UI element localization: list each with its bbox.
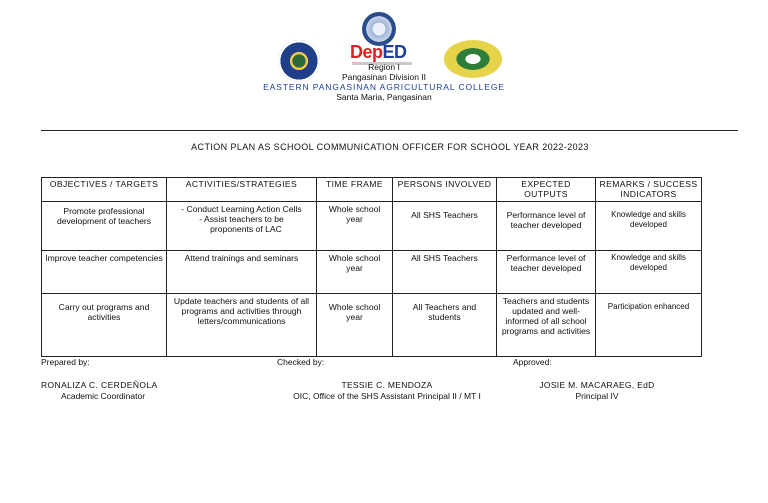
header-divider — [41, 130, 738, 131]
deped-seal-logo — [362, 12, 396, 46]
objective-cell: Promote professional development of teachers — [42, 202, 167, 251]
activities-cell — [167, 202, 317, 251]
activity-item: - Assist teachers to be — [199, 214, 284, 224]
column-header: OBJECTIVES / TARGETS — [42, 178, 167, 202]
activities-cell — [167, 251, 317, 294]
objective-cell: Improve teacher competencies — [42, 251, 167, 294]
remarks-cell: Knowledge and skills developed — [596, 251, 702, 294]
division-line: Pangasinan Division II — [341, 72, 427, 82]
table-row — [42, 294, 702, 357]
checked-by-title: OIC, Office of the SHS Assistant Principal II / MT I — [293, 391, 481, 401]
document-title: ACTION PLAN AS SCHOOL COMMUNICATION OFFICER FOR SCHOOL YEAR 2022-2023 — [191, 142, 589, 152]
outputs-cell: Teachers and students updated and well-informed of all school programs and activities — [497, 294, 596, 357]
action-plan-table — [41, 177, 702, 357]
activity-item: Update teachers and students of all programs and activities through letters/communications — [173, 296, 310, 326]
deped-logo — [350, 42, 416, 62]
activity-item: - Conduct Learning Action Cells — [181, 204, 302, 214]
objective-cell: Carry out programs and activities — [42, 294, 167, 357]
approved-by-title: Principal IV — [575, 391, 619, 401]
table-header-row — [42, 178, 702, 202]
college-town: Santa Maria, Pangasinan — [336, 92, 432, 102]
persons-cell: All SHS Teachers — [393, 202, 497, 251]
prepared-by-label: Prepared by: — [41, 357, 90, 367]
column-header: ACTIVITIES/STRATEGIES — [167, 178, 317, 202]
time-frame-cell: Whole school year — [317, 251, 393, 294]
region-line: Region I — [368, 62, 400, 72]
column-header: TIME FRAME — [317, 178, 393, 202]
remarks-cell: Participation enhanced — [596, 294, 702, 357]
persons-cell: All SHS Teachers — [393, 251, 497, 294]
prepared-by-title: Academic Coordinator — [60, 391, 146, 401]
table-row — [42, 202, 702, 251]
activities-cell — [167, 294, 317, 357]
column-header: EXPECTED OUTPUTS — [497, 178, 596, 202]
activity-item: Attend trainings and seminars — [184, 253, 299, 263]
time-frame-cell: Whole school year — [317, 202, 393, 251]
deped-logo-text-blue: ED — [382, 42, 407, 62]
prepared-by-name: RONALIZA C. CERDEÑOLA — [41, 380, 158, 390]
remarks-cell: Knowledge and skills developed — [596, 202, 702, 251]
time-frame-cell: Whole school year — [317, 294, 393, 357]
deped-logo-text-red: Dep — [350, 42, 383, 62]
college-name: EASTERN PANGASINAN AGRICULTURAL COLLEGE — [263, 82, 505, 92]
table-row — [42, 251, 702, 294]
column-header: PERSONS INVOLVED — [393, 178, 497, 202]
checked-by-label: Checked by: — [277, 357, 325, 367]
approved-by-name: JOSIE M. MACARAEG, EdD — [539, 380, 655, 390]
column-header: REMARKS / SUCCESS INDICATORS — [596, 178, 702, 202]
outputs-cell: Performance level of teacher developed — [497, 202, 596, 251]
persons-cell: All Teachers and students — [393, 294, 497, 357]
outputs-cell: Performance level of teacher developed — [497, 251, 596, 294]
approved-by-label: Approved: — [513, 357, 552, 367]
checked-by-name: TESSIE C. MENDOZA — [341, 380, 433, 390]
activity-item: proponents of LAC — [210, 224, 282, 234]
